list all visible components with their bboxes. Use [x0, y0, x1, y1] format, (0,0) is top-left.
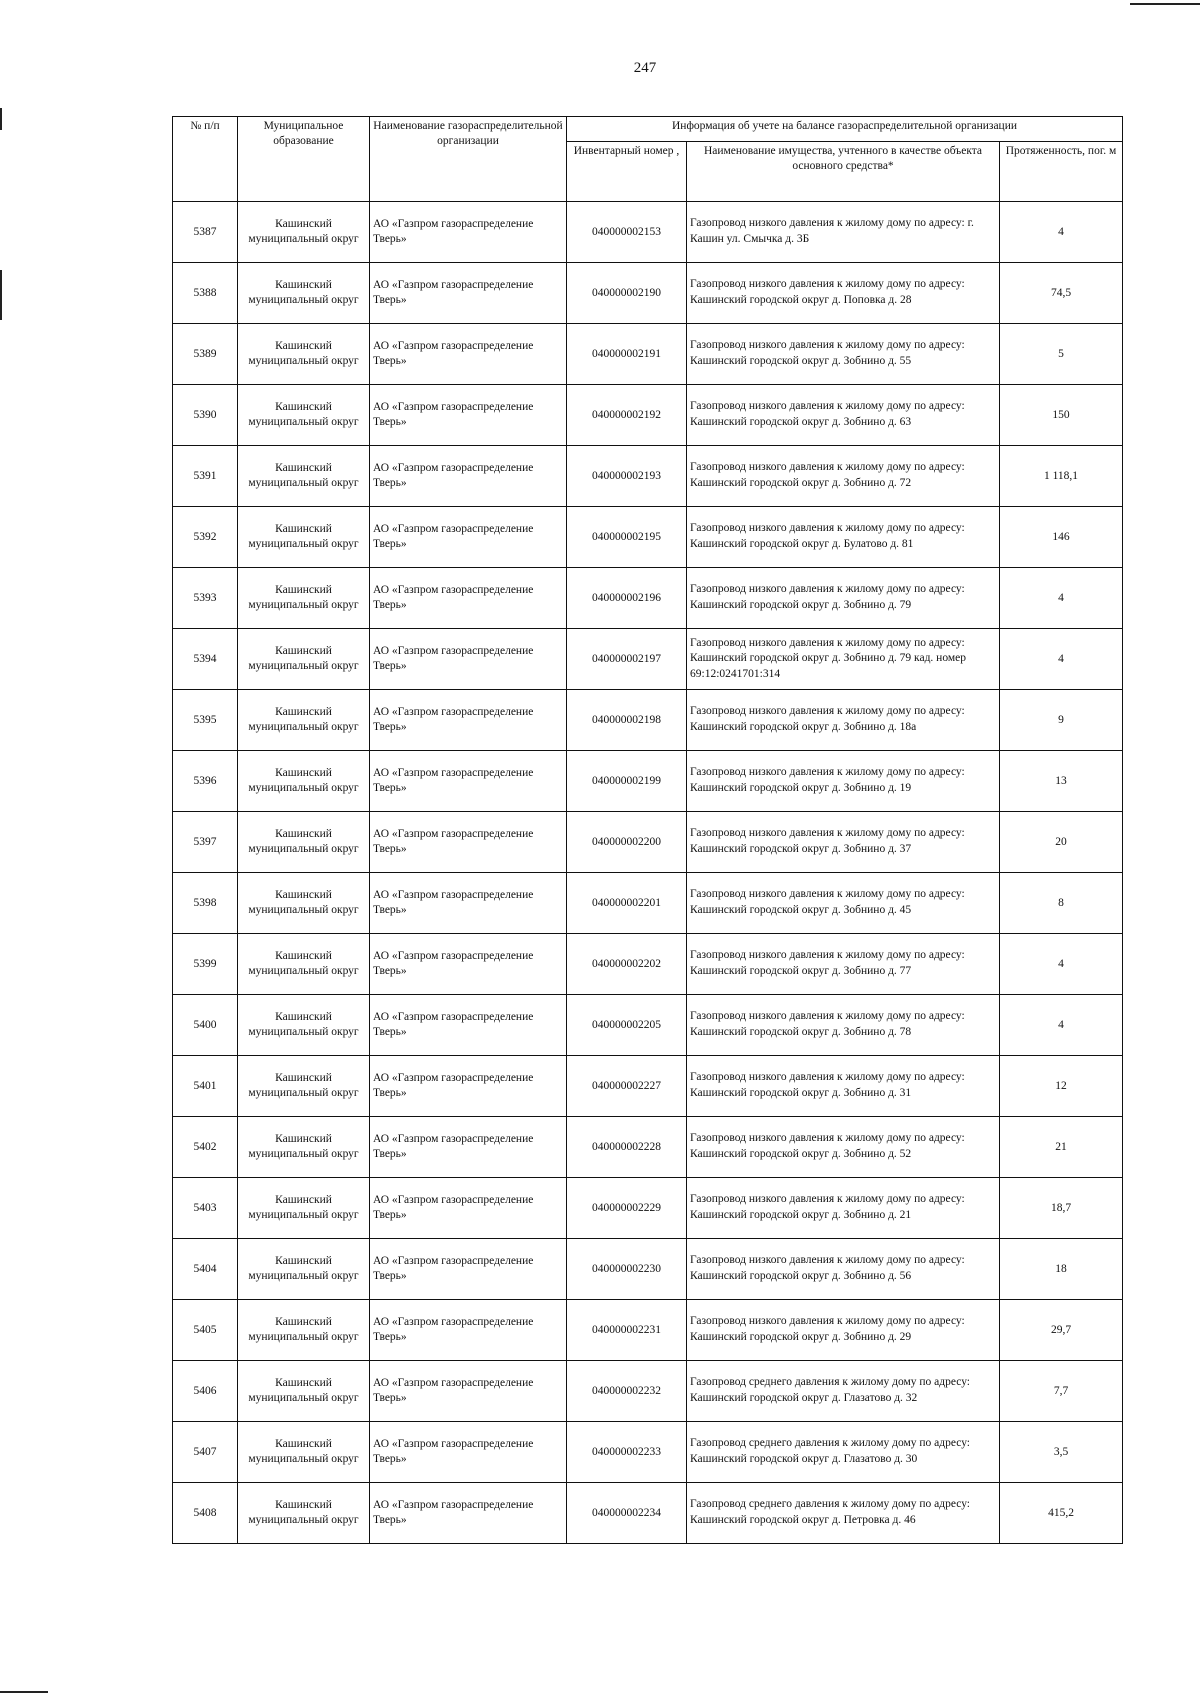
table-row — [173, 1422, 1123, 1483]
row-length: 150 — [1000, 385, 1123, 446]
row-number: 5407 — [173, 1422, 238, 1483]
row-municipality: Кашинский муниципальный округ — [238, 446, 370, 507]
row-municipality: Кашинский муниципальный округ — [238, 1483, 370, 1544]
row-municipality: Кашинский муниципальный округ — [238, 812, 370, 873]
row-number: 5399 — [173, 934, 238, 995]
row-organization: АО «Газпром газораспределение Тверь» — [370, 202, 567, 263]
row-organization: АО «Газпром газораспределение Тверь» — [370, 1361, 567, 1422]
row-object-name: Газопровод среднего давления к жилому дому по адресу: Кашинский городской округ д. Глазатово д. 30 — [687, 1422, 1000, 1483]
row-inventory-number: 040000002199 — [567, 751, 687, 812]
table-row — [173, 568, 1123, 629]
row-municipality: Кашинский муниципальный округ — [238, 507, 370, 568]
table-row — [173, 873, 1123, 934]
table-row — [173, 995, 1123, 1056]
row-object-name: Газопровод среднего давления к жилому дому по адресу: Кашинский городской округ д. Петровка д. 46 — [687, 1483, 1000, 1544]
row-organization: АО «Газпром газораспределение Тверь» — [370, 324, 567, 385]
row-number: 5397 — [173, 812, 238, 873]
row-organization: АО «Газпром газораспределение Тверь» — [370, 812, 567, 873]
row-object-name: Газопровод низкого давления к жилому дому по адресу: Кашинский городской округ д. Зобнино д. 31 — [687, 1056, 1000, 1117]
row-inventory-number: 040000002205 — [567, 995, 687, 1056]
row-inventory-number: 040000002234 — [567, 1483, 687, 1544]
row-number: 5405 — [173, 1300, 238, 1361]
row-length: 7,7 — [1000, 1361, 1123, 1422]
table-row — [173, 263, 1123, 324]
table-row — [173, 1056, 1123, 1117]
row-municipality: Кашинский муниципальный округ — [238, 385, 370, 446]
table-body — [173, 202, 1123, 1544]
row-municipality: Кашинский муниципальный округ — [238, 934, 370, 995]
row-length: 4 — [1000, 202, 1123, 263]
row-organization: АО «Газпром газораспределение Тверь» — [370, 1056, 567, 1117]
row-organization: АО «Газпром газораспределение Тверь» — [370, 507, 567, 568]
row-municipality: Кашинский муниципальный округ — [238, 1117, 370, 1178]
row-length: 5 — [1000, 324, 1123, 385]
row-municipality: Кашинский муниципальный округ — [238, 263, 370, 324]
table-row — [173, 385, 1123, 446]
row-length: 20 — [1000, 812, 1123, 873]
row-number: 5404 — [173, 1239, 238, 1300]
row-length: 18,7 — [1000, 1178, 1123, 1239]
row-number: 5396 — [173, 751, 238, 812]
row-number: 5401 — [173, 1056, 238, 1117]
row-length: 4 — [1000, 568, 1123, 629]
table-row — [173, 1361, 1123, 1422]
row-number: 5387 — [173, 202, 238, 263]
row-object-name: Газопровод низкого давления к жилому дому по адресу: Кашинский городской округ д. Зобнино д. 72 — [687, 446, 1000, 507]
row-municipality: Кашинский муниципальный округ — [238, 1239, 370, 1300]
table-row — [173, 202, 1123, 263]
row-inventory-number: 040000002230 — [567, 1239, 687, 1300]
row-object-name: Газопровод низкого давления к жилому дому по адресу: Кашинский городской округ д. Зобнино д. 55 — [687, 324, 1000, 385]
row-number: 5394 — [173, 629, 238, 690]
row-number: 5408 — [173, 1483, 238, 1544]
row-organization: АО «Газпром газораспределение Тверь» — [370, 873, 567, 934]
row-inventory-number: 040000002153 — [567, 202, 687, 263]
row-inventory-number: 040000002197 — [567, 629, 687, 690]
table-row — [173, 812, 1123, 873]
row-object-name: Газопровод низкого давления к жилому дому по адресу: Кашинский городской округ д. Зобнино д. 56 — [687, 1239, 1000, 1300]
scan-edge-mark — [0, 270, 2, 320]
row-inventory-number: 040000002231 — [567, 1300, 687, 1361]
table-row — [173, 690, 1123, 751]
row-inventory-number: 040000002201 — [567, 873, 687, 934]
row-organization: АО «Газпром газораспределение Тверь» — [370, 1178, 567, 1239]
row-municipality: Кашинский муниципальный округ — [238, 568, 370, 629]
row-number: 5406 — [173, 1361, 238, 1422]
row-organization: АО «Газпром газораспределение Тверь» — [370, 751, 567, 812]
table-row — [173, 1178, 1123, 1239]
table-header — [173, 117, 1123, 202]
row-organization: АО «Газпром газораспределение Тверь» — [370, 263, 567, 324]
row-inventory-number: 040000002227 — [567, 1056, 687, 1117]
gas-pipeline-registry-table — [172, 116, 1123, 1544]
row-inventory-number: 040000002200 — [567, 812, 687, 873]
row-inventory-number: 040000002233 — [567, 1422, 687, 1483]
header-object: Наименование имущества, учтенного в качестве объекта основного средства* — [687, 142, 1000, 202]
row-length: 13 — [1000, 751, 1123, 812]
row-object-name: Газопровод низкого давления к жилому дому по адресу: Кашинский городской округ д. Зобнино д. 37 — [687, 812, 1000, 873]
row-municipality: Кашинский муниципальный округ — [238, 1056, 370, 1117]
row-length: 9 — [1000, 690, 1123, 751]
row-object-name: Газопровод низкого давления к жилому дому по адресу: Кашинский городской округ д. Зобнино д. 18а — [687, 690, 1000, 751]
row-length: 29,7 — [1000, 1300, 1123, 1361]
row-organization: АО «Газпром газораспределение Тверь» — [370, 568, 567, 629]
row-municipality: Кашинский муниципальный округ — [238, 1422, 370, 1483]
row-object-name: Газопровод низкого давления к жилому дому по адресу: Кашинский городской округ д. Зобнино д. 52 — [687, 1117, 1000, 1178]
row-object-name: Газопровод низкого давления к жилому дому по адресу: Кашинский городской округ д. Булатово д. 81 — [687, 507, 1000, 568]
table-row — [173, 1300, 1123, 1361]
row-organization: АО «Газпром газораспределение Тверь» — [370, 385, 567, 446]
row-number: 5391 — [173, 446, 238, 507]
table-row — [173, 446, 1123, 507]
row-organization: АО «Газпром газораспределение Тверь» — [370, 1239, 567, 1300]
header-municipality: Муниципальное образование — [238, 117, 370, 202]
row-object-name: Газопровод низкого давления к жилому дому по адресу: Кашинский городской округ д. Зобнино д. 19 — [687, 751, 1000, 812]
row-object-name: Газопровод низкого давления к жилому дому по адресу: Кашинский городской округ д. Зобнино д. 79 — [687, 568, 1000, 629]
row-municipality: Кашинский муниципальный округ — [238, 202, 370, 263]
row-inventory-number: 040000002195 — [567, 507, 687, 568]
row-organization: АО «Газпром газораспределение Тверь» — [370, 629, 567, 690]
row-length: 3,5 — [1000, 1422, 1123, 1483]
scan-edge-mark — [1130, 3, 1200, 5]
row-object-name: Газопровод низкого давления к жилому дому по адресу: Кашинский городской округ д. Зобнино д. 77 — [687, 934, 1000, 995]
table-row — [173, 751, 1123, 812]
row-number: 5395 — [173, 690, 238, 751]
row-municipality: Кашинский муниципальный округ — [238, 324, 370, 385]
row-number: 5402 — [173, 1117, 238, 1178]
table-row — [173, 934, 1123, 995]
row-length: 18 — [1000, 1239, 1123, 1300]
table-row — [173, 1117, 1123, 1178]
table-row — [173, 1239, 1123, 1300]
row-length: 146 — [1000, 507, 1123, 568]
row-municipality: Кашинский муниципальный округ — [238, 873, 370, 934]
row-inventory-number: 040000002190 — [567, 263, 687, 324]
row-municipality: Кашинский муниципальный округ — [238, 629, 370, 690]
row-object-name: Газопровод низкого давления к жилому дому по адресу: Кашинский городской округ д. Поповка д. 28 — [687, 263, 1000, 324]
scan-edge-mark — [0, 108, 2, 130]
row-number: 5403 — [173, 1178, 238, 1239]
row-organization: АО «Газпром газораспределение Тверь» — [370, 446, 567, 507]
table-row — [173, 629, 1123, 690]
row-object-name: Газопровод низкого давления к жилому дому по адресу: г. Кашин ул. Смычка д. 3Б — [687, 202, 1000, 263]
row-number: 5393 — [173, 568, 238, 629]
row-inventory-number: 040000002193 — [567, 446, 687, 507]
row-municipality: Кашинский муниципальный округ — [238, 690, 370, 751]
row-inventory-number: 040000002191 — [567, 324, 687, 385]
row-number: 5390 — [173, 385, 238, 446]
row-object-name: Газопровод среднего давления к жилому дому по адресу: Кашинский городской округ д. Глазатово д. 32 — [687, 1361, 1000, 1422]
row-number: 5388 — [173, 263, 238, 324]
row-inventory-number: 040000002202 — [567, 934, 687, 995]
row-number: 5392 — [173, 507, 238, 568]
row-municipality: Кашинский муниципальный округ — [238, 751, 370, 812]
header-inventory: Инвентарный номер , — [567, 142, 687, 202]
table-row — [173, 507, 1123, 568]
table-row — [173, 324, 1123, 385]
row-object-name: Газопровод низкого давления к жилому дому по адресу: Кашинский городской округ д. Зобнино д. 45 — [687, 873, 1000, 934]
row-length: 415,2 — [1000, 1483, 1123, 1544]
row-organization: АО «Газпром газораспределение Тверь» — [370, 1422, 567, 1483]
row-organization: АО «Газпром газораспределение Тверь» — [370, 690, 567, 751]
row-length: 1 118,1 — [1000, 446, 1123, 507]
row-length: 21 — [1000, 1117, 1123, 1178]
table-row — [173, 1483, 1123, 1544]
row-inventory-number: 040000002196 — [567, 568, 687, 629]
row-object-name: Газопровод низкого давления к жилому дому по адресу: Кашинский городской округ д. Зобнино д. 78 — [687, 995, 1000, 1056]
row-inventory-number: 040000002192 — [567, 385, 687, 446]
row-organization: АО «Газпром газораспределение Тверь» — [370, 934, 567, 995]
row-length: 74,5 — [1000, 263, 1123, 324]
row-inventory-number: 040000002228 — [567, 1117, 687, 1178]
scan-edge-mark — [0, 1691, 48, 1693]
row-object-name: Газопровод низкого давления к жилому дому по адресу: Кашинский городской округ д. Зобнино д. 29 — [687, 1300, 1000, 1361]
row-length: 12 — [1000, 1056, 1123, 1117]
row-number: 5398 — [173, 873, 238, 934]
row-number: 5389 — [173, 324, 238, 385]
row-municipality: Кашинский муниципальный округ — [238, 1300, 370, 1361]
header-balance-group: Информация об учете на балансе газораспределительной организации — [567, 117, 1123, 142]
header-length: Протяженность, пог. м — [1000, 142, 1123, 202]
row-length: 4 — [1000, 934, 1123, 995]
row-number: 5400 — [173, 995, 238, 1056]
row-inventory-number: 040000002232 — [567, 1361, 687, 1422]
row-length: 4 — [1000, 629, 1123, 690]
row-length: 4 — [1000, 995, 1123, 1056]
row-object-name: Газопровод низкого давления к жилому дому по адресу: Кашинский городской округ д. Зобнино д. 63 — [687, 385, 1000, 446]
row-inventory-number: 040000002198 — [567, 690, 687, 751]
row-inventory-number: 040000002229 — [567, 1178, 687, 1239]
header-number: № п/п — [173, 117, 238, 202]
row-organization: АО «Газпром газораспределение Тверь» — [370, 1117, 567, 1178]
row-organization: АО «Газпром газораспределение Тверь» — [370, 1300, 567, 1361]
row-length: 8 — [1000, 873, 1123, 934]
row-object-name: Газопровод низкого давления к жилому дому по адресу: Кашинский городской округ д. Зобнино д. 79 кад. номер 69:12:0241701:314 — [687, 629, 1000, 690]
row-organization: АО «Газпром газораспределение Тверь» — [370, 995, 567, 1056]
row-organization: АО «Газпром газораспределение Тверь» — [370, 1483, 567, 1544]
page-number: 247 — [633, 60, 657, 76]
row-object-name: Газопровод низкого давления к жилому дому по адресу: Кашинский городской округ д. Зобнино д. 21 — [687, 1178, 1000, 1239]
row-municipality: Кашинский муниципальный округ — [238, 1178, 370, 1239]
header-organization: Наименование газораспределительной организации — [370, 117, 567, 202]
row-municipality: Кашинский муниципальный округ — [238, 1361, 370, 1422]
row-municipality: Кашинский муниципальный округ — [238, 995, 370, 1056]
